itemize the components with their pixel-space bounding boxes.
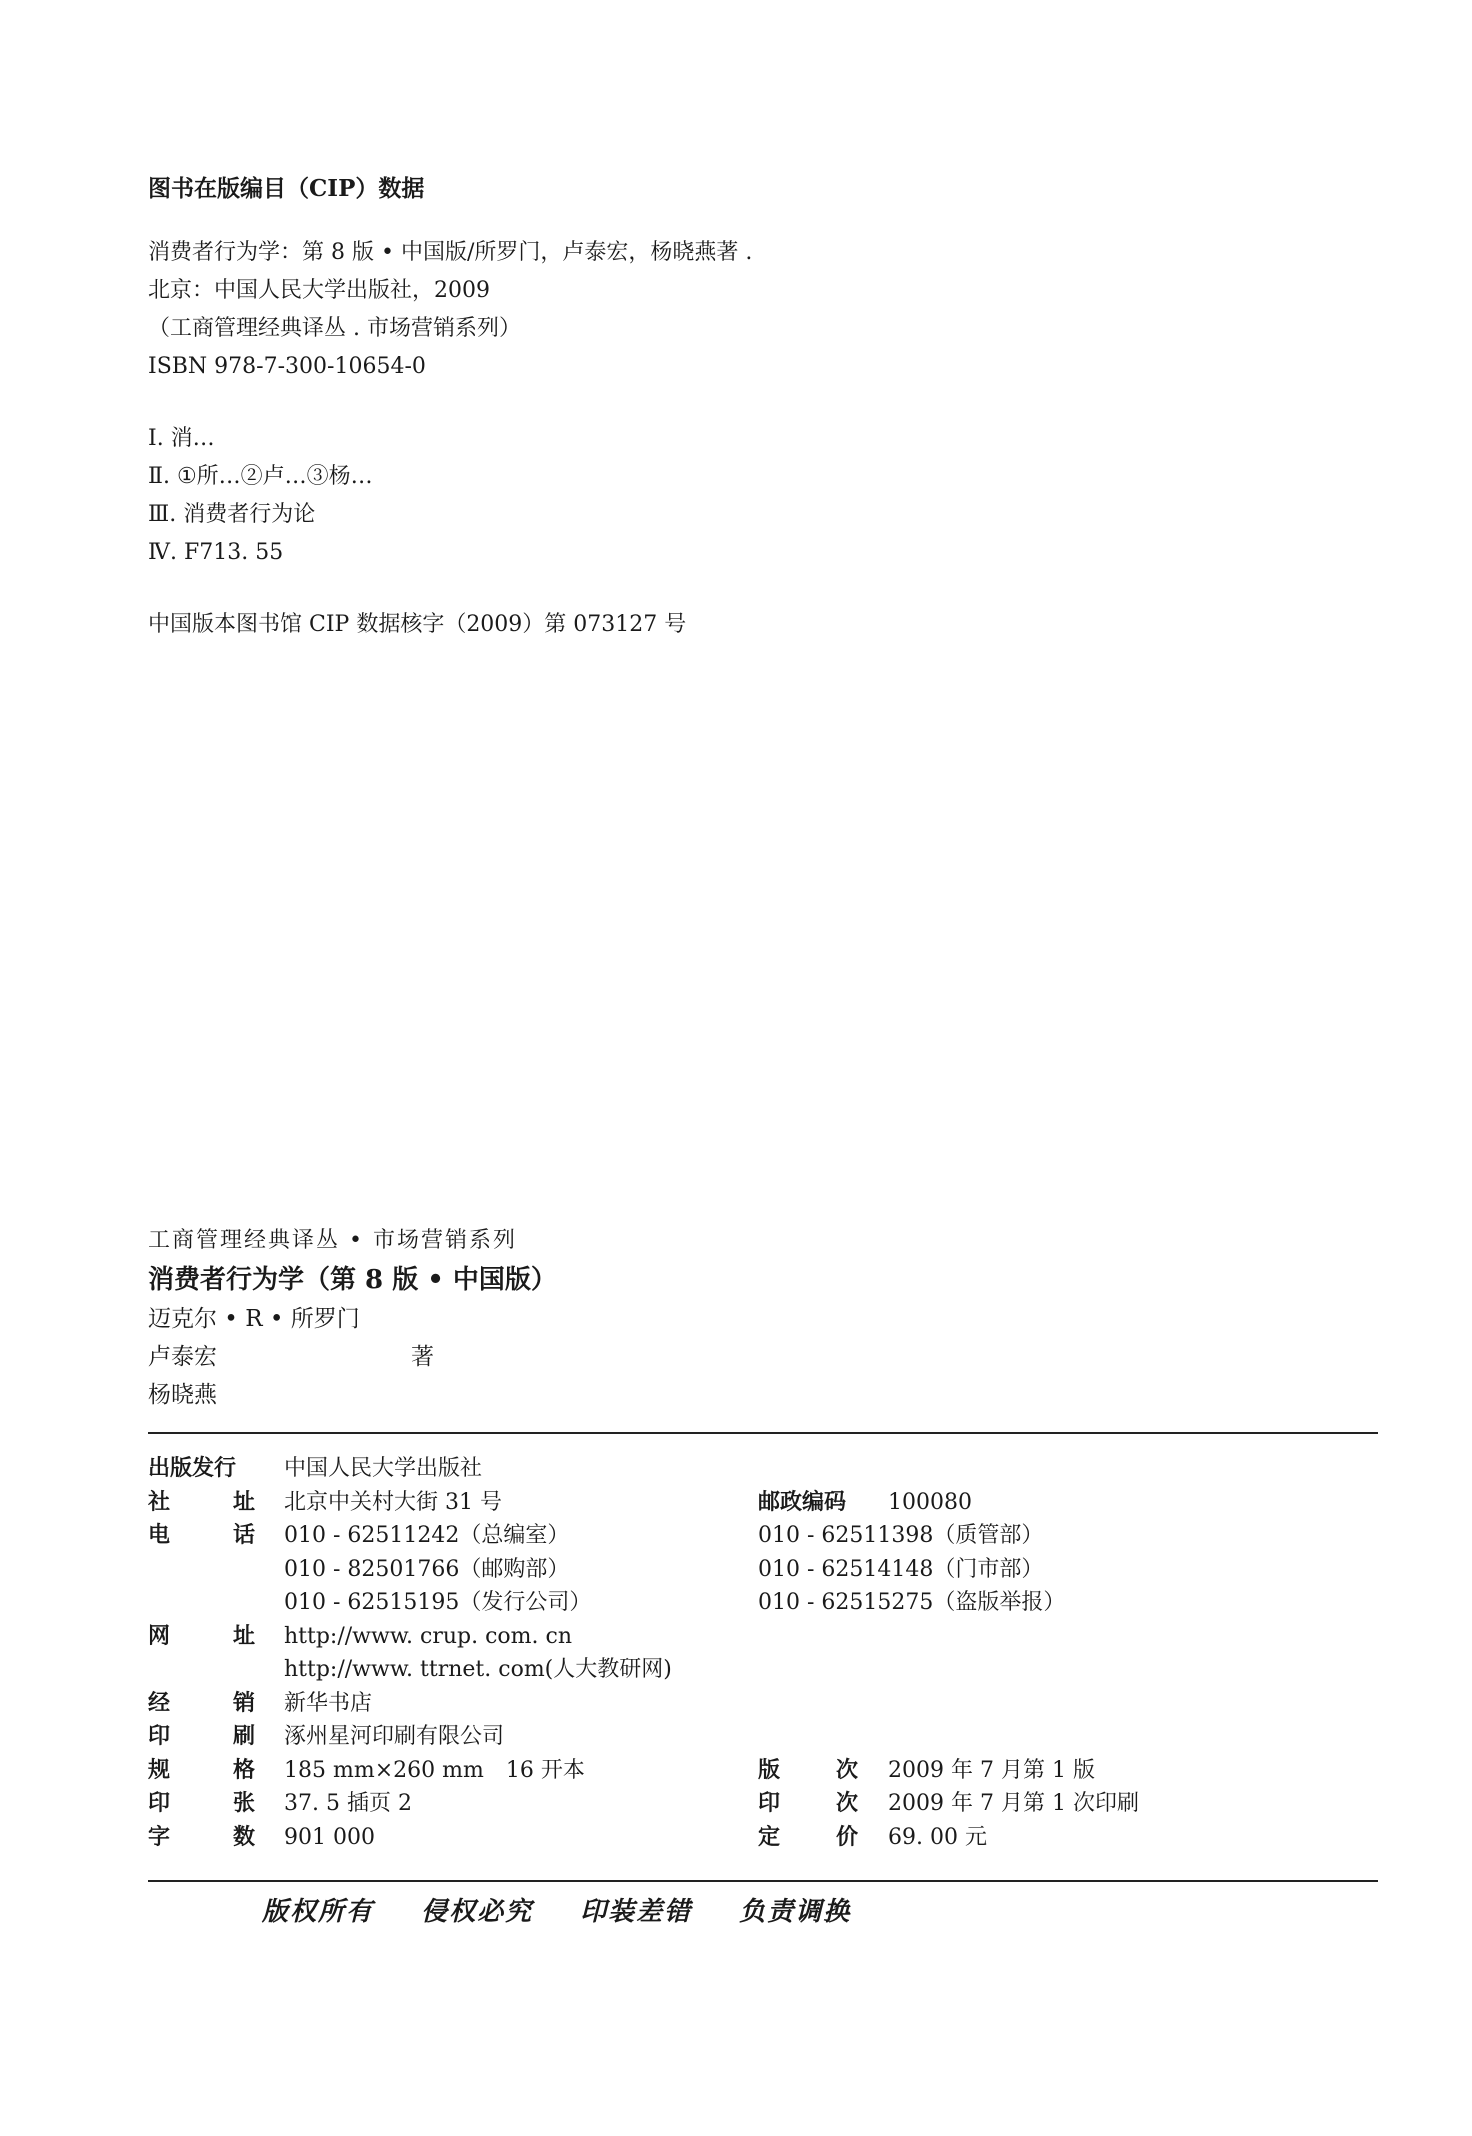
info-row [148, 1720, 1378, 1754]
printer: 涿州星河印刷有限公司 [284, 1724, 505, 1749]
info-row [148, 1620, 1378, 1654]
info-row [148, 1653, 1378, 1687]
web-label: 网 [148, 1622, 171, 1649]
info-row [148, 1687, 1378, 1721]
words-label: 数 [233, 1823, 256, 1850]
book-title: 消费者行为学（第 8 版 • 中国版） [148, 1265, 557, 1295]
edition-label: 版 [758, 1756, 781, 1783]
phone: 010 - 62515275（盗版举报） [758, 1590, 1066, 1615]
cip-block [148, 172, 1348, 644]
phone: 010 - 62511242（总编室） [284, 1523, 570, 1548]
publisher-label: 出版发行 [148, 1455, 237, 1481]
price-label: 价 [836, 1823, 859, 1850]
info-row [148, 1754, 1378, 1788]
copyright-notice [262, 1892, 887, 1932]
copyright-phrase: 负责调换 [739, 1897, 852, 1927]
words-label: 字 [148, 1823, 171, 1850]
info-row [148, 1821, 1378, 1855]
price: 69. 00 元 [888, 1824, 987, 1850]
web-label: 址 [233, 1622, 256, 1649]
author: 杨晓燕 [148, 1382, 217, 1408]
info-row [148, 1452, 1378, 1486]
phone-label: 话 [233, 1522, 256, 1548]
sheets: 37. 5 插页 2 [284, 1791, 412, 1816]
address-label: 社 [148, 1488, 171, 1515]
cip-isbn: ISBN 978-7-300-10654-0 [148, 354, 426, 379]
printing: 2009 年 7 月第 1 次印刷 [888, 1791, 1139, 1816]
divider-bottom [148, 1880, 1378, 1882]
printing-label: 印 [758, 1790, 781, 1816]
author: 卢泰宏 [148, 1344, 217, 1370]
book-block [148, 1222, 1378, 1414]
divider-top [148, 1432, 1378, 1434]
distributor-label: 经 [148, 1689, 171, 1716]
postcode-label: 邮政编码 [758, 1488, 847, 1515]
edition-label: 次 [836, 1756, 859, 1783]
copyright-phrase: 版权所有 [262, 1897, 375, 1927]
printer-label: 印 [148, 1723, 171, 1749]
publisher: 中国人民大学出版社 [284, 1456, 483, 1481]
spec: 185 mm×260 mm 16 开本 [284, 1757, 585, 1783]
copyright-phrase: 印装差错 [580, 1897, 693, 1927]
info-row [148, 1486, 1378, 1520]
printing-label: 次 [836, 1790, 859, 1816]
distributor-label: 销 [233, 1689, 256, 1716]
distributor: 新华书店 [284, 1690, 373, 1716]
info-row [148, 1553, 1378, 1587]
phone: 010 - 62511398（质管部） [758, 1523, 1044, 1548]
copyright-phrase: 侵权必究 [421, 1897, 534, 1927]
cip-classification: Ⅳ. F713. 55 [148, 540, 284, 565]
sheets-label: 张 [233, 1790, 256, 1816]
word-count: 901 000 [284, 1824, 375, 1850]
phone: 010 - 62515195（发行公司） [284, 1590, 592, 1615]
cip-classification: Ⅰ. 消… [148, 426, 215, 451]
postcode: 100080 [888, 1489, 972, 1515]
author: 迈克尔 • R • 所罗门 [148, 1306, 360, 1332]
cip-note: 中国版本图书馆 CIP 数据核字（2009）第 073127 号 [148, 612, 687, 637]
cip-line: 消费者行为学：第 8 版 • 中国版/所罗门，卢泰宏，杨晓燕著 . [148, 240, 753, 265]
spec-label: 格 [233, 1756, 256, 1783]
phone: 010 - 62514148（门市部） [758, 1556, 1044, 1582]
edition: 2009 年 7 月第 1 版 [888, 1757, 1095, 1783]
phone: 010 - 82501766（邮购部） [284, 1556, 570, 1582]
address: 北京中关村大街 31 号 [284, 1489, 502, 1515]
phone-label: 电 [148, 1522, 171, 1548]
cip-line: （工商管理经典译丛 . 市场营销系列） [148, 316, 521, 341]
author-role: 著 [411, 1344, 434, 1370]
info-row [148, 1519, 1378, 1553]
info-row [148, 1586, 1378, 1620]
spec-label: 规 [148, 1756, 171, 1783]
cip-title: 图书在版编目（CIP）数据 [148, 175, 425, 202]
website: http://www. ttrnet. com(人大教研网) [284, 1657, 672, 1682]
address-label: 址 [233, 1488, 256, 1515]
printer-label: 刷 [233, 1723, 256, 1749]
info-row [148, 1787, 1378, 1821]
publishing-info [148, 1452, 1378, 1854]
sheets-label: 印 [148, 1790, 171, 1816]
cip-classification: Ⅲ. 消费者行为论 [148, 502, 316, 527]
website: http://www. crup. com. cn [284, 1623, 573, 1649]
price-label: 定 [758, 1823, 781, 1850]
series-name: 工商管理经典译丛 • 市场营销系列 [148, 1228, 517, 1253]
cip-classification: Ⅱ. ①所…②卢…③杨… [148, 464, 373, 489]
cip-line: 北京：中国人民大学出版社，2009 [148, 278, 490, 303]
authors [148, 1300, 1378, 1414]
